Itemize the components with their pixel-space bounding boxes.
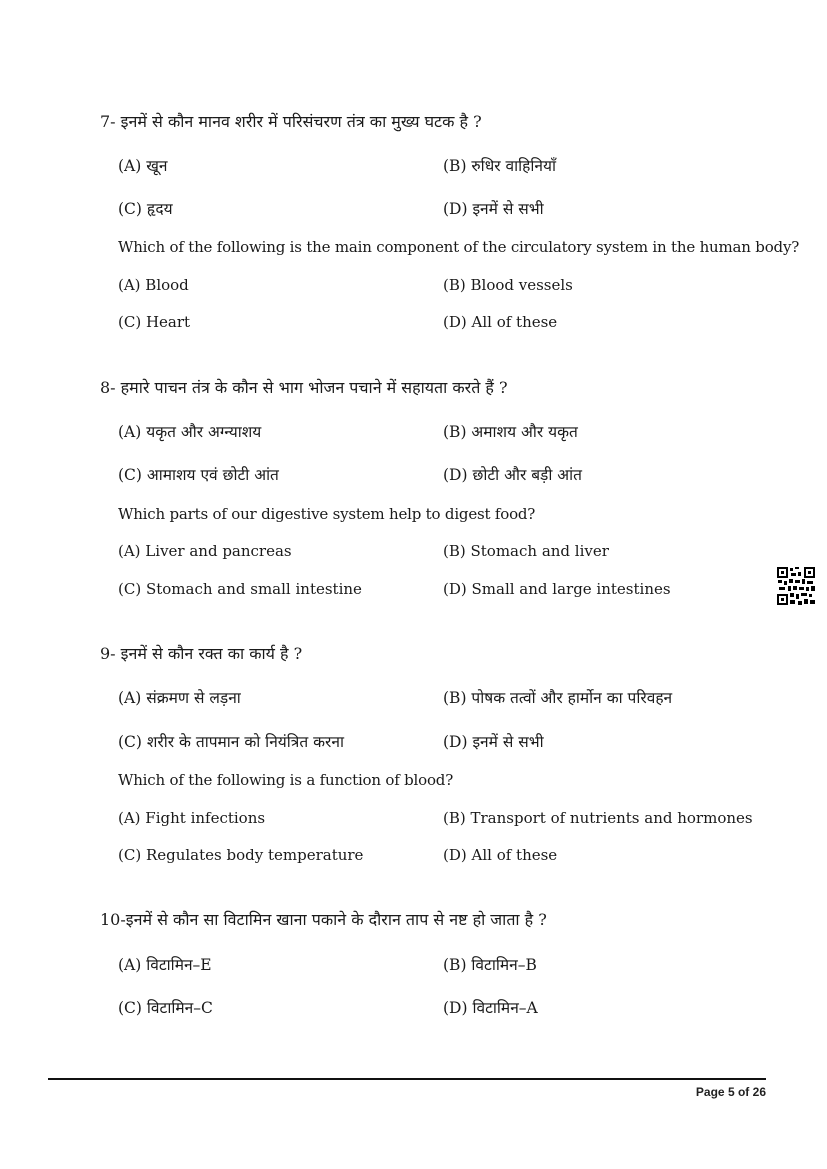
- q7-hindi-option-d: (D) इनमें से सभी: [443, 200, 544, 218]
- q10-hindi-option-d: (D) विटामिन–A: [443, 999, 538, 1017]
- question-10-hindi: 10-इनमें से कौन सा विटामिन खाना पकाने के दौरान ताप से नष्ट हो जाता है ?: [100, 910, 547, 929]
- q9-hindi-option-d: (D) इनमें से सभी: [443, 733, 544, 751]
- q8-hindi-option-a: (A) यकृत और अग्न्याशय: [118, 423, 262, 441]
- q9-english-option-c: (C) Regulates body temperature: [118, 846, 364, 864]
- q7-hindi-option-c: (C) हृदय: [118, 200, 173, 218]
- qr-code-icon: [776, 566, 816, 606]
- q9-hindi-option-c: (C) शरीर के तापमान को नियंत्रित करना: [118, 733, 344, 751]
- q9-english-option-a: (A) Fight infections: [118, 809, 266, 827]
- q7-english-option-d: (D) All of these: [443, 313, 558, 331]
- question-9-hindi: 9- इनमें से कौन रक्त का कार्य है ?: [100, 644, 303, 663]
- question-7-english: Which of the following is the main component of the circulatory system in the human body?: [118, 238, 800, 256]
- q10-hindi-option-a: (A) विटामिन–E: [118, 956, 212, 974]
- q8-english-option-c: (C) Stomach and small intestine: [118, 580, 362, 598]
- footer-divider: [48, 1078, 766, 1080]
- q7-english-option-a: (A) Blood: [118, 276, 189, 294]
- page-current: 5: [727, 1085, 735, 1099]
- q7-english-option-b: (B) Blood vessels: [443, 276, 573, 294]
- q8-hindi-option-c: (C) आमाशय एवं छोटी आंत: [118, 466, 279, 484]
- question-8-hindi: 8- हमारे पाचन तंत्र के कौन से भाग भोजन पचाने में सहायता करते हैं ?: [100, 378, 508, 397]
- q9-english-option-d: (D) All of these: [443, 846, 558, 864]
- page-of: of: [737, 1085, 750, 1099]
- q9-hindi-option-b: (B) पोषक तत्वों और हार्मोन का परिवहन: [443, 689, 673, 707]
- q8-english-option-b: (B) Stomach and liver: [443, 542, 609, 560]
- q8-hindi-option-d: (D) छोटी और बड़ी आंत: [443, 466, 582, 484]
- q10-hindi-option-b: (B) विटामिन–B: [443, 956, 537, 974]
- page-total: 26: [752, 1085, 766, 1099]
- q8-hindi-option-b: (B) अमाशय और यकृत: [443, 423, 578, 441]
- question-7-hindi: 7- इनमें से कौन मानव शरीर में परिसंचरण तंत्र का मुख्य घटक है ?: [100, 112, 482, 131]
- q7-hindi-option-a: (A) खून: [118, 157, 168, 175]
- q9-english-option-b: (B) Transport of nutrients and hormones: [443, 809, 753, 827]
- q9-hindi-option-a: (A) संक्रमण से लड़ना: [118, 689, 241, 707]
- q10-hindi-option-c: (C) विटामिन–C: [118, 999, 213, 1017]
- q8-english-option-a: (A) Liver and pancreas: [118, 542, 292, 560]
- q7-hindi-option-b: (B) रुधिर वाहिनियाँ: [443, 157, 556, 175]
- q8-english-option-d: (D) Small and large intestines: [443, 580, 671, 598]
- question-9-english: Which of the following is a function of blood?: [118, 771, 454, 789]
- q7-english-option-c: (C) Heart: [118, 313, 191, 331]
- question-8-english: Which parts of our digestive system help to digest food?: [118, 505, 536, 523]
- page-label: Page: [695, 1085, 725, 1099]
- page-number: [696, 1085, 766, 1099]
